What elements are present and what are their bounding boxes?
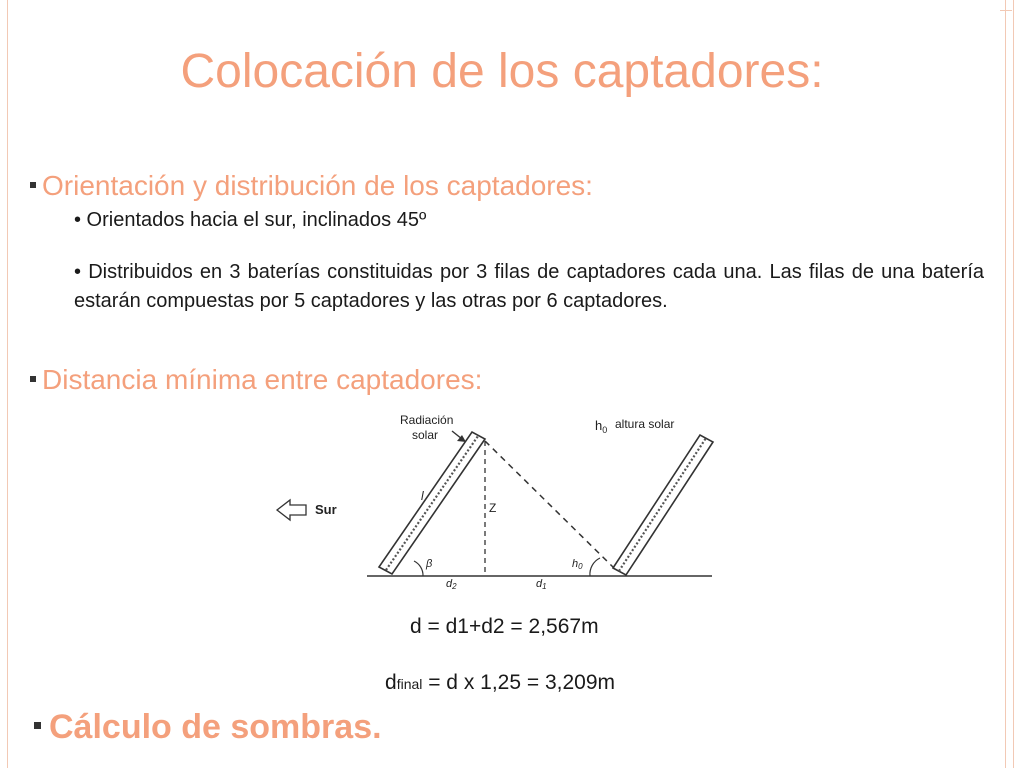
slide-frame-corner	[1000, 0, 1012, 11]
svg-text:d2	[446, 578, 457, 591]
bullet-square-icon	[30, 376, 36, 382]
formula-final-rest: = d x 1,25 = 3,209m	[422, 671, 616, 694]
beta-label: β	[426, 558, 433, 570]
section-orientacion	[30, 169, 593, 203]
collector-panel-right	[613, 435, 713, 575]
svg-text:d1	[536, 578, 547, 591]
section-sombras	[34, 707, 382, 747]
formula-final-subscript: final	[396, 676, 423, 692]
d2-label: d	[446, 578, 453, 590]
radiation-label-line2: solar	[412, 428, 439, 442]
solar-collector-diagram	[270, 405, 730, 595]
formula-distance: d = d1+d2 = 2,567m	[410, 615, 599, 638]
d1-label: d	[536, 578, 543, 590]
h0-legend-sub: 0	[602, 425, 608, 435]
south-arrow-icon	[277, 500, 306, 520]
solar-ray-line	[485, 441, 614, 568]
slide-title: Colocación de los captadores:	[180, 45, 824, 98]
section-orientacion-heading: Orientación y distribución de los captadores:	[42, 170, 593, 201]
section-distancia-heading: Distancia mínima entre captadores:	[42, 364, 483, 395]
slide-frame-left	[7, 0, 8, 768]
svg-text:h0	[595, 418, 607, 435]
formula-final-d: d	[385, 671, 397, 694]
beta-angle-arc	[414, 561, 423, 576]
formula-distance-final	[385, 670, 615, 697]
h0-angle-label: h	[572, 558, 579, 570]
sur-label: Sur	[315, 502, 337, 517]
slide-frame-right	[1005, 0, 1006, 768]
slide-frame-right-outer	[1013, 0, 1014, 768]
svg-text:h0	[572, 558, 583, 571]
section-sombras-heading: Cálculo de sombras.	[49, 708, 382, 746]
h0-angle-arc	[590, 558, 600, 576]
length-label-l: l	[421, 489, 424, 503]
bullet-square-icon	[34, 722, 41, 729]
list-item-distribuidos: • Distribuidos en 3 baterías constituidas por 3 filas de captadores cada una. Las filas de una batería estarán compuestas por 5 captadores y las otras por 6 captadores.	[74, 261, 984, 312]
height-label-z: Z	[489, 501, 497, 515]
bullet-square-icon	[30, 182, 36, 188]
d1-sub: 1	[542, 582, 547, 591]
list-item-orientados: • Orientados hacia el sur, inclinados 45º	[74, 209, 427, 231]
d2-sub: 2	[452, 582, 457, 591]
radiation-label-line1: Radiación	[400, 413, 454, 427]
altura-solar-label: altura solar	[615, 417, 675, 431]
radiation-arrow-icon	[452, 431, 466, 442]
section-distancia	[30, 363, 482, 397]
collector-panel-left	[379, 432, 485, 574]
h0-legend-label: h	[595, 418, 603, 433]
h0-angle-sub: 0	[578, 562, 583, 571]
